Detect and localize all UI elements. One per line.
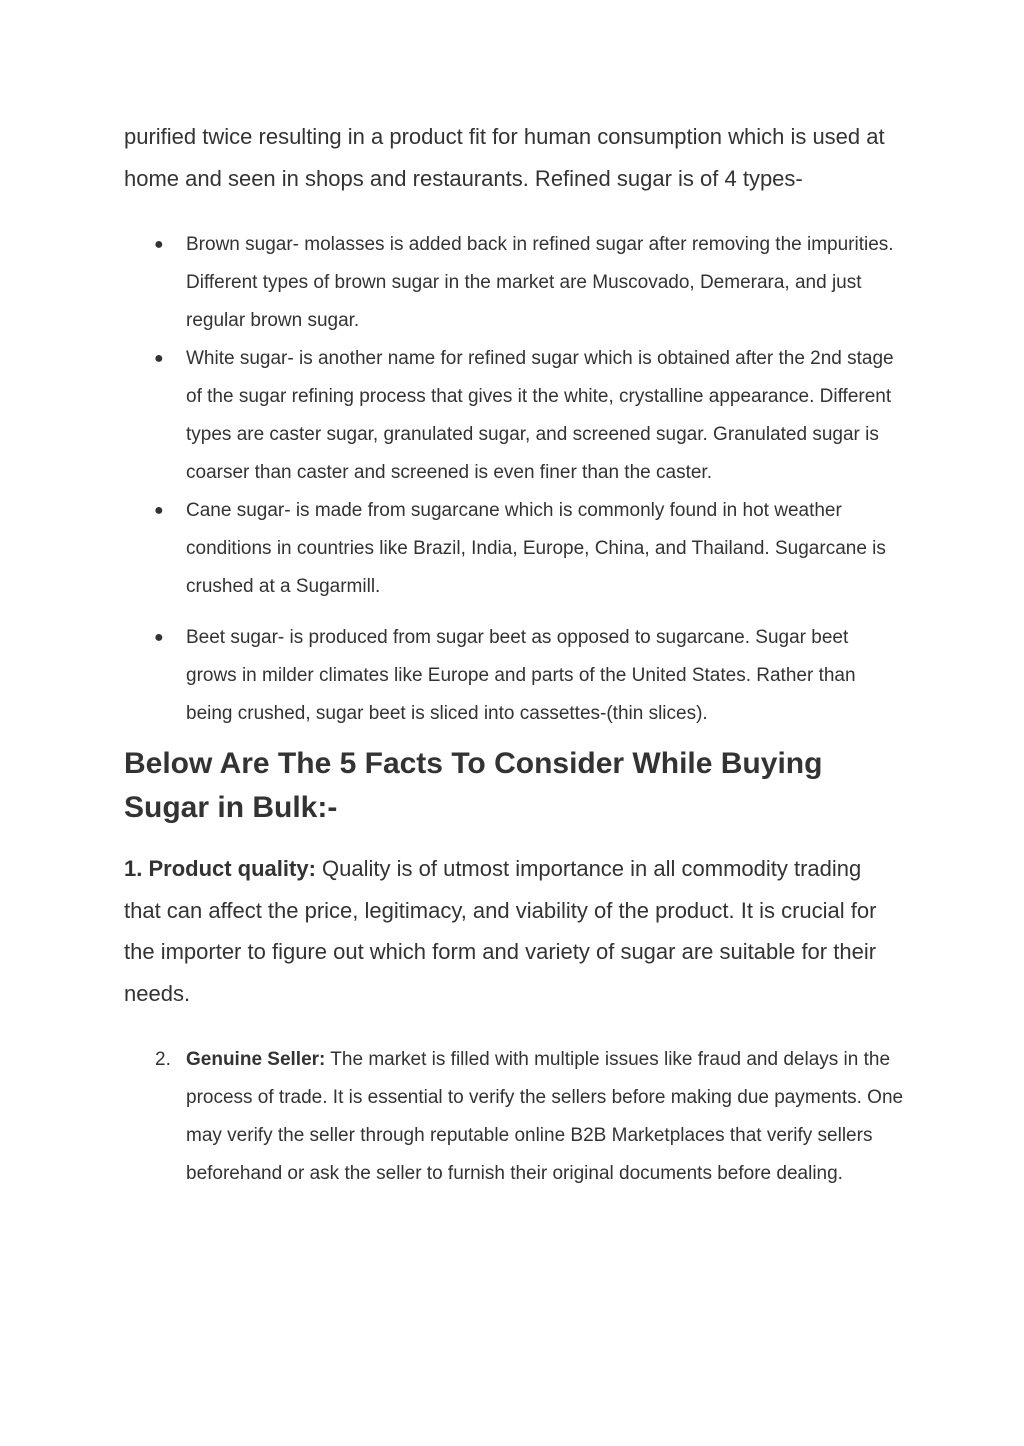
list-item-white-sugar	[124, 340, 904, 492]
list-item-text: Cane sugar- is made from sugarcane which is commonly found in hot weather conditions in countries like Brazil, India, Europe, China, and Thailand. Sugarcane is crushed at a Sugarmill.	[186, 500, 886, 597]
bullet-icon: ●	[154, 502, 164, 519]
fact-text: The market is filled with multiple issues like fraud and delays in the process of trade. It is essential to verify the sellers before making due payments. One may verify the seller through reputable online B2B Marketplaces that verify sellers beforehand or ask the seller to furnish their original documents before dealing.	[186, 1049, 904, 1184]
list-item-brown-sugar	[124, 226, 904, 340]
facts-numbered-list	[124, 1041, 904, 1193]
fact-label: 1. Product quality:	[124, 856, 316, 881]
fact-label: Genuine Seller:	[186, 1049, 326, 1070]
list-item-text: Beet sugar- is produced from sugar beet as opposed to sugarcane. Sugar beet grows in milder climates like Europe and parts of the United States. Rather than being crushed, sugar beet is sliced into cassettes-(thin slices).	[186, 627, 856, 724]
bullet-icon: ●	[154, 350, 164, 367]
section-heading: Below Are The 5 Facts To Consider While Buying Sugar in Bulk:-	[124, 747, 823, 824]
sugar-types-list	[124, 226, 904, 733]
fact-genuine-seller	[124, 1041, 904, 1193]
document-page	[124, 116, 904, 1193]
fact-text: Quality is of utmost importance in all commodity trading that can affect the price, legitimacy, and viability of the product. It is crucial for the importer to figure out which form and variety of sugar are suitable for their needs.	[124, 856, 877, 1006]
list-item-text: Brown sugar- molasses is added back in refined sugar after removing the impurities. Different types of brown sugar in the market are Muscovado, Demerara, and just regular brown sugar.	[186, 234, 894, 331]
list-item-beet-sugar	[124, 619, 904, 733]
list-item-text: White sugar- is another name for refined sugar which is obtained after the 2nd stage of the sugar refining process that gives it the white, crystalline appearance. Different types are caster sugar, granulated sugar, and screened sugar. Granulated sugar is coarser than caster and screened is even finer than the caster.	[186, 348, 894, 483]
bullet-icon: ●	[154, 236, 164, 253]
bullet-icon: ●	[154, 629, 164, 646]
list-item-cane-sugar	[124, 492, 904, 606]
list-number: 2.	[155, 1049, 171, 1070]
intro-paragraph: purified twice resulting in a product fit for human consumption which is used at home and seen in shops and restaurants. Refined sugar is of 4 types-	[124, 124, 885, 191]
fact-product-quality	[124, 848, 904, 1014]
